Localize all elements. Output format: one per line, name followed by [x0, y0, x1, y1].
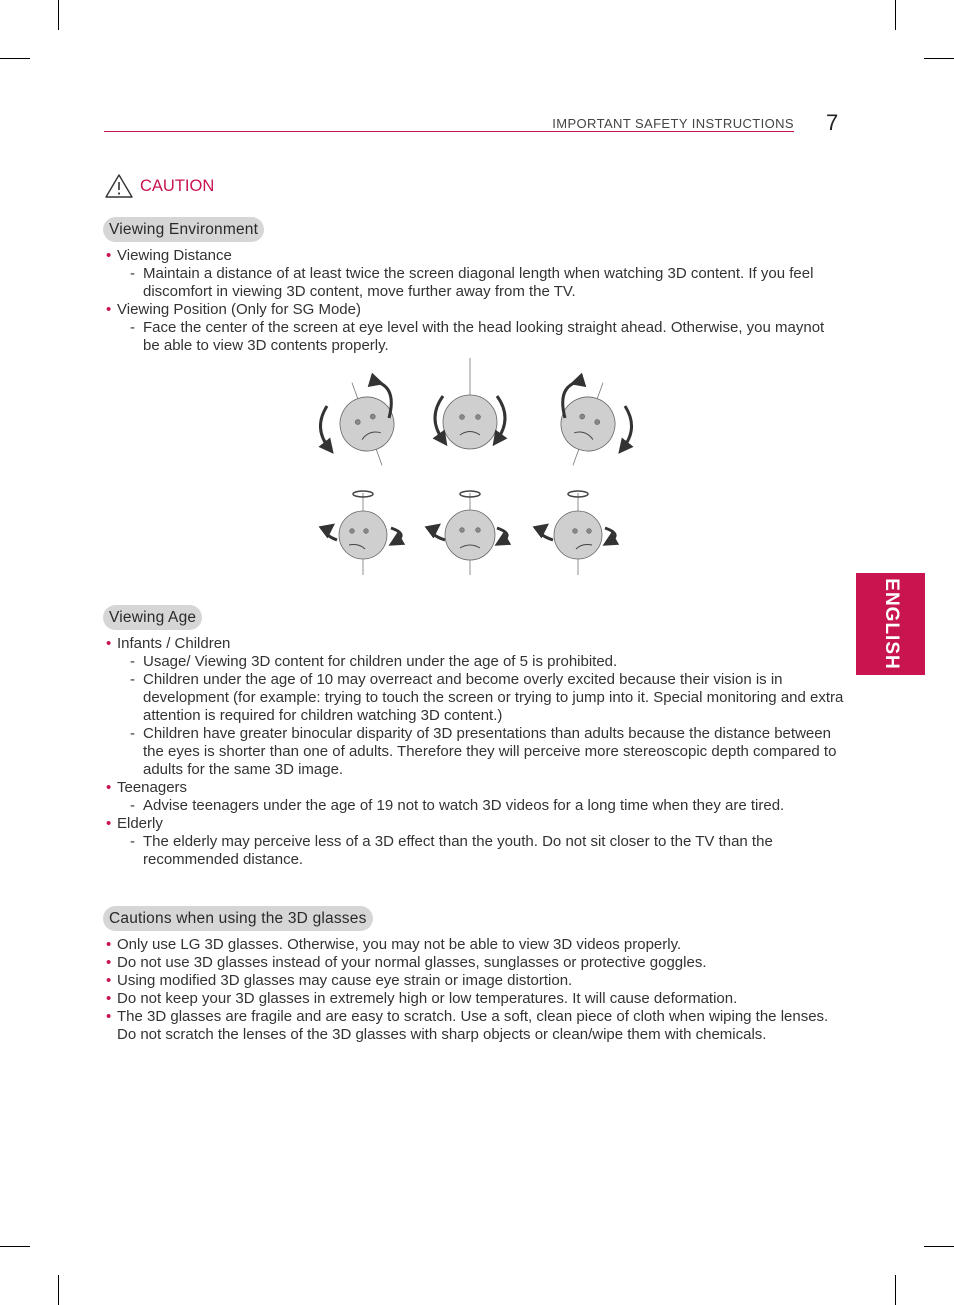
header-title: IMPORTANT SAFETY INSTRUCTIONS [552, 116, 794, 131]
dash-marker: - [130, 671, 135, 688]
face-front [445, 491, 495, 575]
rotate-arrow-icon [435, 396, 443, 440]
section-title-glasses: Cautions when using the 3D glasses [103, 906, 373, 931]
bullet-dot: • [106, 301, 112, 318]
list-item [104, 635, 844, 653]
bullet-dot: • [106, 1008, 112, 1025]
list-item [104, 779, 844, 797]
list-item [104, 247, 844, 265]
sub-item [104, 671, 844, 725]
list-item [104, 301, 844, 319]
warning-triangle-icon [104, 173, 134, 199]
list-item-text: Only use LG 3D glasses. Otherwise, you may not be able to view 3D videos properly. [117, 936, 682, 953]
list-item-text: Do not use 3D glasses instead of your normal glasses, sunglasses or protective goggles. [117, 954, 707, 971]
sub-item [104, 319, 844, 355]
turn-arrow-icon [326, 528, 337, 540]
crop-mark [58, 0, 59, 30]
bullet-dot: • [106, 972, 112, 989]
list-item [104, 954, 844, 972]
list-item-text: Using modified 3D glasses may cause eye strain or image distortion. [117, 972, 573, 989]
crop-mark [0, 58, 30, 59]
crop-mark [924, 1246, 954, 1247]
turn-arrow-icon [391, 528, 401, 542]
rotate-arrow-icon [623, 406, 632, 448]
sub-item-text: Maintain a distance of at least twice the screen diagonal length when watching 3D content. If you feel discomfort in viewing 3D content, move further away from the TV. [143, 265, 814, 300]
turn-arrow-icon [497, 528, 507, 542]
section-title-viewing-environment: Viewing Environment [103, 217, 264, 242]
list-item [104, 936, 844, 954]
dash-marker: - [130, 797, 135, 814]
dash-marker: - [130, 319, 135, 336]
sub-item-text: Advise teenagers under the age of 19 not to watch 3D videos for a long time when they are tired. [143, 797, 785, 814]
sub-item-text: Children have greater binocular disparity of 3D presentations than adults because the distance between the eyes is shorter than one of adults. Therefore they will perceive more stereoscopic depth compared to adults for the same 3D image. [143, 725, 837, 778]
viewing-age-list [104, 635, 844, 869]
dash-marker: - [130, 653, 135, 670]
sub-item [104, 653, 844, 671]
list-item-label: Viewing Distance [117, 247, 232, 264]
sub-item [104, 797, 844, 815]
face-tilted-left [327, 373, 408, 474]
list-item [104, 990, 844, 1008]
list-item [104, 972, 844, 990]
turn-arrow-icon [433, 528, 445, 540]
turn-arrow-icon [541, 528, 553, 540]
bullet-dot: • [106, 936, 112, 953]
bullet-dot: • [106, 990, 112, 1007]
bullet-dot: • [106, 954, 112, 971]
sub-item-text: Face the center of the screen at eye level with the head looking straight ahead. Otherwise, you maynot be able to view 3D contents properly. [143, 319, 825, 354]
dash-marker: - [130, 725, 135, 742]
head-tilt-illustration [305, 358, 645, 583]
face-turned-left [339, 491, 387, 575]
crop-mark [58, 1275, 59, 1305]
viewing-environment-list [104, 247, 844, 355]
bullet-dot: • [106, 779, 112, 796]
page-number: 7 [826, 110, 839, 135]
list-item-label: Teenagers [117, 779, 188, 796]
caution-label: CAUTION [140, 176, 215, 195]
list-item [104, 1008, 844, 1044]
crop-mark [924, 58, 954, 59]
caution-heading [104, 173, 214, 199]
dash-marker: - [130, 833, 135, 850]
list-item-text: The 3D glasses are fragile and are easy to scratch. Use a soft, clean piece of cloth when wiping the lenses. Do not scratch the lenses of the 3D glasses with sharp objects or clean/wipe them with chemicals. [117, 1008, 829, 1043]
bullet-dot: • [106, 247, 112, 264]
sub-item [104, 725, 844, 779]
list-item-label: Infants / Children [117, 635, 231, 652]
list-item-text: Do not keep your 3D glasses in extremely high or low temperatures. It will cause deformation. [117, 990, 738, 1007]
sub-item [104, 265, 844, 301]
list-item-label: Elderly [117, 815, 163, 832]
sub-item [104, 833, 844, 869]
language-tab-label: ENGLISH [880, 578, 902, 670]
section-title-viewing-age: Viewing Age [103, 605, 202, 630]
rotate-arrow-icon [320, 406, 329, 448]
face-tilted-right [548, 373, 629, 474]
list-item [104, 815, 844, 833]
dash-marker: - [130, 265, 135, 282]
sub-item-text: Children under the age of 10 may overreact and become overly excited because their vision is in development (for example: trying to touch the screen or trying to jump into it. Special monitoring and extra attention is required for children watching 3D content.) [143, 671, 844, 724]
bullet-dot: • [106, 635, 112, 652]
turn-arrow-icon [605, 528, 615, 542]
sub-item-text: Usage/ Viewing 3D content for children under the age of 5 is prohibited. [143, 653, 618, 670]
glasses-list [104, 936, 844, 1044]
list-item-label: Viewing Position (Only for SG Mode) [117, 301, 361, 318]
crop-mark [0, 1246, 30, 1247]
bullet-dot: • [106, 815, 112, 832]
sub-item-text: The elderly may perceive less of a 3D effect than the youth. Do not sit closer to the TV than the recommended distance. [143, 833, 773, 868]
face-upright [443, 358, 497, 449]
rotate-arrow-icon [497, 396, 505, 440]
language-tab [856, 573, 925, 675]
header-rule [104, 131, 794, 132]
crop-mark [895, 1275, 896, 1305]
face-turned-right [554, 491, 602, 575]
crop-mark [895, 0, 896, 30]
